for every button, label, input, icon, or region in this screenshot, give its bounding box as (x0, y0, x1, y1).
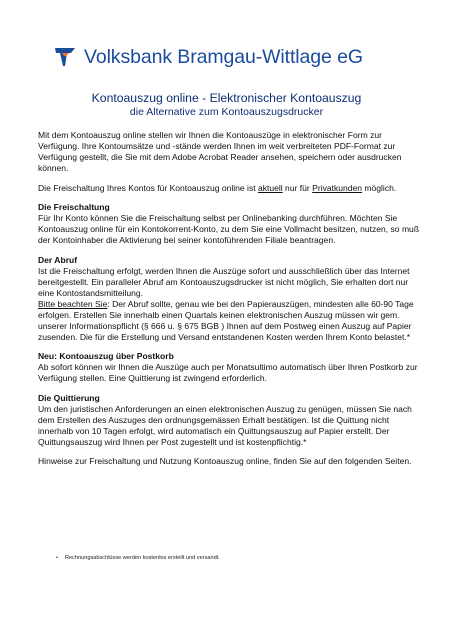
availability-text-a: Die Freischaltung Ihres Kontos für Kontoauszug online ist (38, 182, 258, 193)
footnote-bullet: • (56, 555, 58, 561)
availability-text-b: nur für (282, 182, 313, 193)
closing-paragraph: Hinweise zur Freischaltung und Nutzung Kontoauszug online, finden Sie auf den folgenden Seiten. (38, 456, 412, 466)
bank-name: Volksbank Bramgau-Wittlage eG (84, 45, 363, 68)
section-text-quittierung: Um den juristischen Anforderungen an einen elektronischen Auszug zu genügen, müssen Sie nach dem Erstellen des Auszuges den ordnungsgemässen Erhalt bestätigen. Ist die Quittung nicht innerhalb von 10 Tagen erfolgt, wird automatisch ein Quittungsauszug auf Papier erstellt. Der Quittungsauszug wird Ihnen per Post zugestellt und ist kostenpflichtig.* (38, 403, 412, 447)
intro-paragraph: Mit dem Kontoauszug online stellen wir Ihnen die Kontoauszüge in elektronischer Form zur Verfügung. Ihre Kontoumsätze und -stände werden Ihnen im weit verbreiteten PDF-Format zur Verfügung gestellt, die Sie mit dem Adobe Acrobat Reader ansehen, speichern oder ausdrucken können. (38, 130, 402, 173)
availability-text-c: möglich. (362, 182, 397, 193)
availability-paragraph (38, 183, 420, 194)
section-heading-quittierung: Die Quittierung (38, 392, 100, 403)
section-heading-postkorb: Neu: Kontoauszug über Postkorb (38, 351, 174, 361)
section-freischaltung (38, 202, 420, 246)
section-heading-abruf: Der Abruf (38, 254, 78, 265)
document-subtitle: die Alternative zum Kontoauszugsdrucker (129, 106, 324, 118)
document-body (38, 130, 420, 476)
note-text: : Der Abruf sollte, genau wie bei den Papierauszügen, mindesten alle 60-90 Tage erfolgen. Erstellen Sie innerhalb einen Quartals keinen elektronischen Auszug müssen wir gem. unserer Informationspflicht (§ 666 u. § 675 BGB ) Ihnen auf dem Postweg einen Auszug auf Papier zusenden. Die für die Erstellung und Versand entstandenen Kosten werden Ihrem Konto belastet.* (38, 298, 414, 342)
note-label: Bitte beachten Sie (38, 298, 108, 309)
section-text-abruf: Ist die Freischaltung erfolgt, werden Ihnen die Auszüge sofort und ausschließlich über das Internet bereitgestellt. Ein paralleler Abruf am Kontoauszugsdrucker ist nicht möglich, Sie erhalten dort nur eine Kontostandsmitteilung. (38, 265, 410, 298)
letterhead (54, 40, 363, 74)
section-text-freischaltung: Für Ihr Konto können Sie die Freischaltung selbst per Onlinebanking durchführen. Möchten Sie Kontoauszug online für ein Kontokorrent-Konto, zu dem Sie eine Vollmacht besitzen, nutzen, so muß der Kontoinhaber die Aktivierung bei seiner kontoführenden Filiale beantragen. (38, 213, 420, 245)
section-postkorb (38, 351, 420, 384)
footnote-text: Rechnungsabschlüsse werden kostenlos erstellt und versandt. (64, 555, 220, 561)
document-title: Kontoauszug online - Elektronischer Kontoauszug (91, 91, 362, 105)
section-text-postkorb: Ab sofort können wir Ihnen die Auszüge auch per Monatsultimo automatisch über Ihren Postkorb zur Verfügung stellen. Eine Quittierung ist zwingend erforderlich. (38, 362, 418, 383)
section-quittierung (38, 393, 420, 448)
aktuell-link[interactable]: aktuell (257, 182, 283, 193)
footnote (56, 555, 220, 561)
section-abruf (38, 255, 420, 343)
section-heading-freischaltung: Die Freischaltung (38, 202, 110, 212)
volksbank-logo-icon (54, 46, 76, 68)
privatkunden-link[interactable]: Privatkunden (312, 182, 363, 193)
